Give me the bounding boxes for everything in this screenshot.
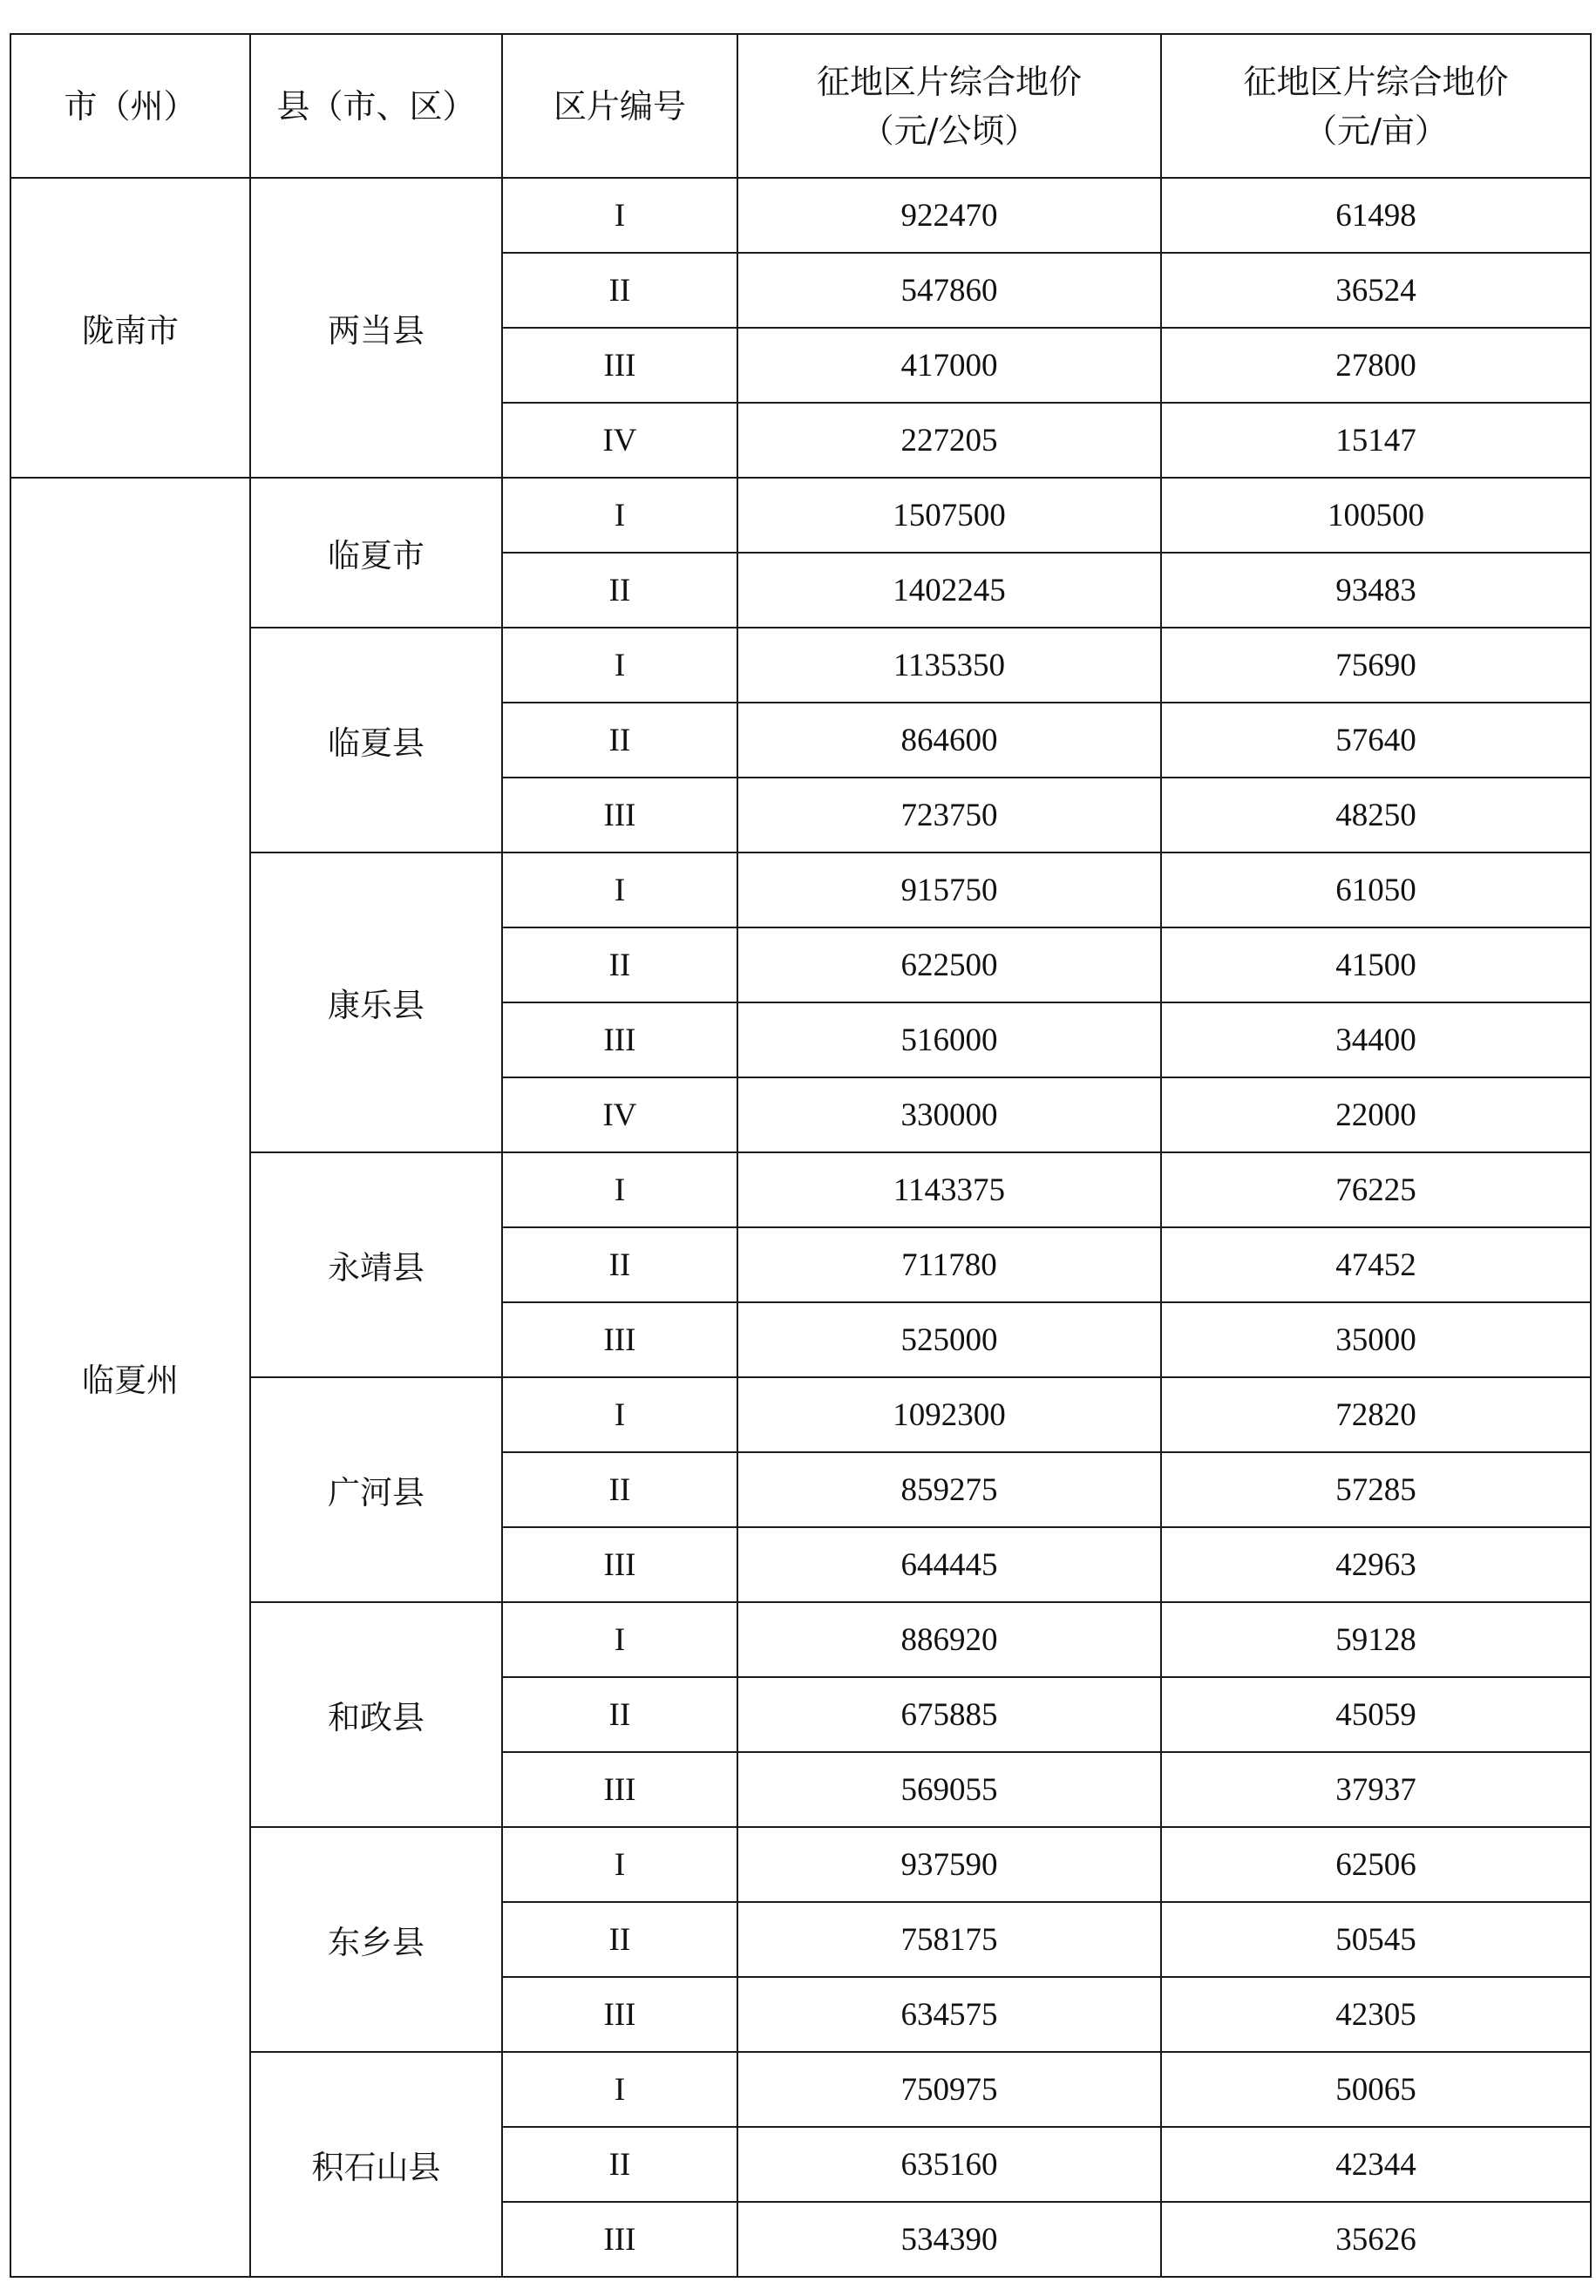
price-per-mu-cell: 47452 xyxy=(1161,1227,1591,1302)
price-per-mu-cell: 15147 xyxy=(1161,403,1591,478)
price-per-mu-cell: 61498 xyxy=(1161,178,1591,253)
header-price-per-mu xyxy=(1161,34,1591,178)
table-header xyxy=(10,34,1591,178)
header-price-per-mu-line2: （元/亩） xyxy=(1304,111,1448,150)
price-per-hectare-cell: 1143375 xyxy=(737,1152,1161,1227)
price-per-mu-cell: 59128 xyxy=(1161,1602,1591,1677)
price-per-mu-cell: 42305 xyxy=(1161,1977,1591,2052)
price-per-hectare-cell: 634575 xyxy=(737,1977,1161,2052)
zone-cell: III xyxy=(502,1752,737,1827)
price-per-hectare-cell: 569055 xyxy=(737,1752,1161,1827)
county-cell: 积石山县 xyxy=(250,2052,502,2277)
price-per-mu-cell: 72820 xyxy=(1161,1377,1591,1452)
county-cell: 临夏县 xyxy=(250,628,502,853)
header-price-per-mu-line1: 征地区片综合地价 xyxy=(1243,62,1509,101)
price-per-hectare-cell: 534390 xyxy=(737,2202,1161,2277)
price-per-mu-cell: 45059 xyxy=(1161,1677,1591,1752)
zone-cell: III xyxy=(502,2202,737,2277)
price-per-hectare-cell: 525000 xyxy=(737,1302,1161,1377)
header-price-per-hectare-line2: （元/公顷） xyxy=(860,111,1038,150)
price-per-mu-cell: 36524 xyxy=(1161,253,1591,328)
price-per-hectare-cell: 1092300 xyxy=(737,1377,1161,1452)
zone-cell: I xyxy=(502,1602,737,1677)
header-price-per-hectare-line1: 征地区片综合地价 xyxy=(816,62,1082,101)
price-per-mu-cell: 22000 xyxy=(1161,1077,1591,1152)
price-per-mu-cell: 93483 xyxy=(1161,553,1591,628)
zone-cell: I xyxy=(502,853,737,927)
price-per-hectare-cell: 417000 xyxy=(737,328,1161,403)
city-cell: 临夏州 xyxy=(10,478,250,2277)
header-city: 市（州） xyxy=(10,34,250,178)
price-per-mu-cell: 75690 xyxy=(1161,628,1591,703)
zone-cell: III xyxy=(502,1977,737,2052)
price-per-mu-cell: 57285 xyxy=(1161,1452,1591,1527)
price-per-hectare-cell: 922470 xyxy=(737,178,1161,253)
price-per-mu-cell: 41500 xyxy=(1161,927,1591,1002)
price-per-mu-cell: 62506 xyxy=(1161,1827,1591,1902)
county-cell: 和政县 xyxy=(250,1602,502,1827)
zone-cell: I xyxy=(502,628,737,703)
price-per-hectare-cell: 675885 xyxy=(737,1677,1161,1752)
price-per-mu-cell: 42963 xyxy=(1161,1527,1591,1602)
county-cell: 东乡县 xyxy=(250,1827,502,2052)
price-per-mu-cell: 61050 xyxy=(1161,853,1591,927)
county-cell: 两当县 xyxy=(250,178,502,478)
price-per-mu-cell: 48250 xyxy=(1161,778,1591,853)
header-county: 县（市、区） xyxy=(250,34,502,178)
price-per-hectare-cell: 859275 xyxy=(737,1452,1161,1527)
zone-cell: III xyxy=(502,1302,737,1377)
table-row xyxy=(10,478,1591,553)
price-per-hectare-cell: 711780 xyxy=(737,1227,1161,1302)
price-per-mu-cell: 35000 xyxy=(1161,1302,1591,1377)
header-row xyxy=(10,34,1591,178)
zone-cell: I xyxy=(502,1377,737,1452)
county-cell: 永靖县 xyxy=(250,1152,502,1377)
zone-cell: III xyxy=(502,328,737,403)
price-per-hectare-cell: 547860 xyxy=(737,253,1161,328)
price-per-hectare-cell: 622500 xyxy=(737,927,1161,1002)
zone-cell: II xyxy=(502,553,737,628)
zone-cell: I xyxy=(502,1827,737,1902)
price-per-mu-cell: 35626 xyxy=(1161,2202,1591,2277)
land-price-table xyxy=(10,33,1592,2278)
price-per-hectare-cell: 723750 xyxy=(737,778,1161,853)
zone-cell: I xyxy=(502,478,737,553)
header-price-per-hectare xyxy=(737,34,1161,178)
price-per-hectare-cell: 1402245 xyxy=(737,553,1161,628)
table-body xyxy=(10,178,1591,2277)
price-per-mu-cell: 50545 xyxy=(1161,1902,1591,1977)
zone-cell: IV xyxy=(502,403,737,478)
zone-cell: II xyxy=(502,1677,737,1752)
price-per-hectare-cell: 644445 xyxy=(737,1527,1161,1602)
price-per-hectare-cell: 864600 xyxy=(737,703,1161,778)
zone-cell: III xyxy=(502,1527,737,1602)
zone-cell: I xyxy=(502,178,737,253)
price-per-mu-cell: 37937 xyxy=(1161,1752,1591,1827)
price-per-mu-cell: 42344 xyxy=(1161,2127,1591,2202)
price-per-hectare-cell: 886920 xyxy=(737,1602,1161,1677)
zone-cell: II xyxy=(502,2127,737,2202)
zone-cell: II xyxy=(502,253,737,328)
price-per-hectare-cell: 1507500 xyxy=(737,478,1161,553)
zone-cell: I xyxy=(502,2052,737,2127)
price-per-mu-cell: 76225 xyxy=(1161,1152,1591,1227)
zone-cell: II xyxy=(502,1227,737,1302)
price-per-mu-cell: 34400 xyxy=(1161,1002,1591,1077)
county-cell: 临夏市 xyxy=(250,478,502,628)
price-per-hectare-cell: 330000 xyxy=(737,1077,1161,1152)
price-per-mu-cell: 57640 xyxy=(1161,703,1591,778)
price-per-hectare-cell: 937590 xyxy=(737,1827,1161,1902)
price-per-mu-cell: 100500 xyxy=(1161,478,1591,553)
county-cell: 广河县 xyxy=(250,1377,502,1602)
zone-cell: III xyxy=(502,1002,737,1077)
zone-cell: II xyxy=(502,703,737,778)
price-per-hectare-cell: 758175 xyxy=(737,1902,1161,1977)
zone-cell: II xyxy=(502,927,737,1002)
county-cell: 康乐县 xyxy=(250,853,502,1152)
city-cell: 陇南市 xyxy=(10,178,250,478)
price-per-hectare-cell: 227205 xyxy=(737,403,1161,478)
zone-cell: I xyxy=(502,1152,737,1227)
header-zone: 区片编号 xyxy=(502,34,737,178)
zone-cell: II xyxy=(502,1452,737,1527)
price-per-hectare-cell: 635160 xyxy=(737,2127,1161,2202)
price-per-mu-cell: 27800 xyxy=(1161,328,1591,403)
price-per-hectare-cell: 915750 xyxy=(737,853,1161,927)
price-per-mu-cell: 50065 xyxy=(1161,2052,1591,2127)
zone-cell: IV xyxy=(502,1077,737,1152)
price-per-hectare-cell: 750975 xyxy=(737,2052,1161,2127)
zone-cell: III xyxy=(502,778,737,853)
price-per-hectare-cell: 1135350 xyxy=(737,628,1161,703)
price-per-hectare-cell: 516000 xyxy=(737,1002,1161,1077)
table-row xyxy=(10,178,1591,253)
zone-cell: II xyxy=(502,1902,737,1977)
